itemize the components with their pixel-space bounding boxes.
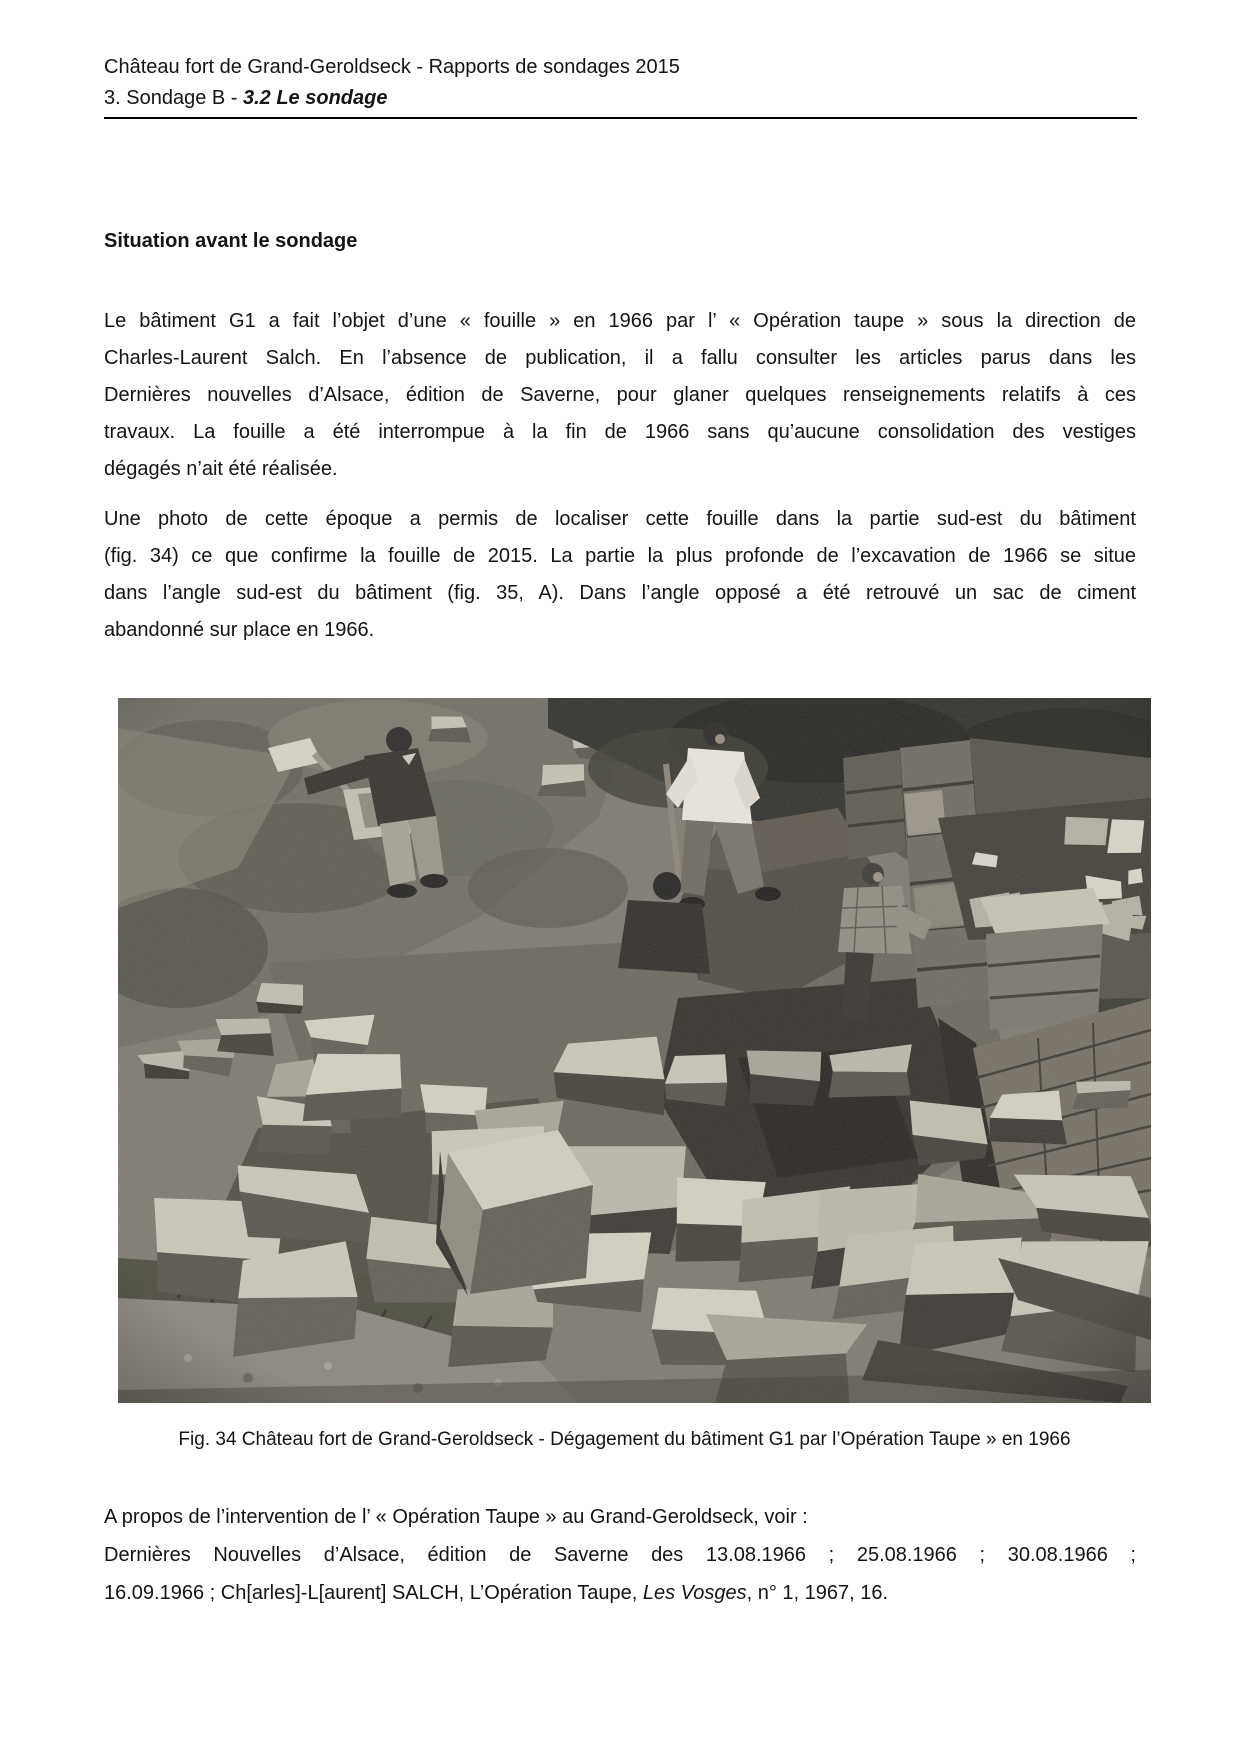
references-line2: Dernières Nouvelles d’Alsace, édition de Saverne des 13.08.1966 ; 25.08.1966 ; 30.08.1966 ; bbox=[104, 1544, 1136, 1566]
text-line: Une photo de cette époque a permis de localiser cette fouille dans la partie sud-est du bâtiment bbox=[104, 508, 1136, 530]
text-line: Le bâtiment G1 a fait l’objet d’une « fouille » en 1966 par l’ « Opération taupe » sous la direction de bbox=[104, 310, 1136, 332]
header-line2: 3. Sondage B - 3.2 Le sondage bbox=[104, 87, 388, 109]
references-line1: A propos de l’intervention de l’ « Opération Taupe » au Grand-Geroldseck, voir : bbox=[104, 1506, 808, 1528]
excavation-photo-art bbox=[118, 698, 1151, 1403]
text-line: dégagés n’ait été réalisée. bbox=[104, 458, 338, 480]
photo-vignette bbox=[118, 698, 1151, 1403]
references-block bbox=[104, 1498, 1136, 1612]
paragraph-2 bbox=[104, 501, 1136, 649]
figure-caption: Fig. 34 Château fort de Grand-Geroldseck - Dégagement du bâtiment G1 par l’Opération Taupe » en 1966 bbox=[178, 1429, 1071, 1450]
references-line3: 16.09.1966 ; Ch[arles]-L[aurent] SALCH, L’Opération Taupe, Les Vosges, n° 1, 1967, 16. bbox=[104, 1582, 889, 1604]
paragraph-1 bbox=[104, 303, 1136, 488]
header-section-ref: 3.2 Le sondage bbox=[242, 87, 388, 109]
text-line: Dernières nouvelles d’Alsace, édition de Saverne, pour glaner quelques renseignements relatifs à ces bbox=[104, 384, 1136, 406]
header-rule bbox=[104, 117, 1137, 119]
text-line: Charles-Laurent Salch. En l’absence de publication, il a fallu consulter les articles parus dans les bbox=[104, 347, 1136, 369]
journal-title: Les Vosges bbox=[642, 1582, 747, 1604]
text-line: dans l’angle sud-est du bâtiment (fig. 35, A). Dans l’angle opposé a été retrouvé un sac de ciment bbox=[104, 582, 1136, 604]
text-line: (fig. 34) ce que confirme la fouille de 2015. La partie la plus profonde de l’excavation de 1966 se situe bbox=[104, 545, 1136, 567]
text-line: travaux. La fouille a été interrompue à la fin de 1966 sans qu’aucune consolidation des vestiges bbox=[104, 421, 1136, 443]
section-heading: Situation avant le sondage bbox=[104, 230, 358, 252]
header-line1: Château fort de Grand-Geroldseck - Rapports de sondages 2015 bbox=[104, 56, 680, 78]
figure-photo bbox=[118, 698, 1151, 1403]
text-line: abandonné sur place en 1966. bbox=[104, 619, 375, 641]
page-header bbox=[104, 52, 1137, 114]
